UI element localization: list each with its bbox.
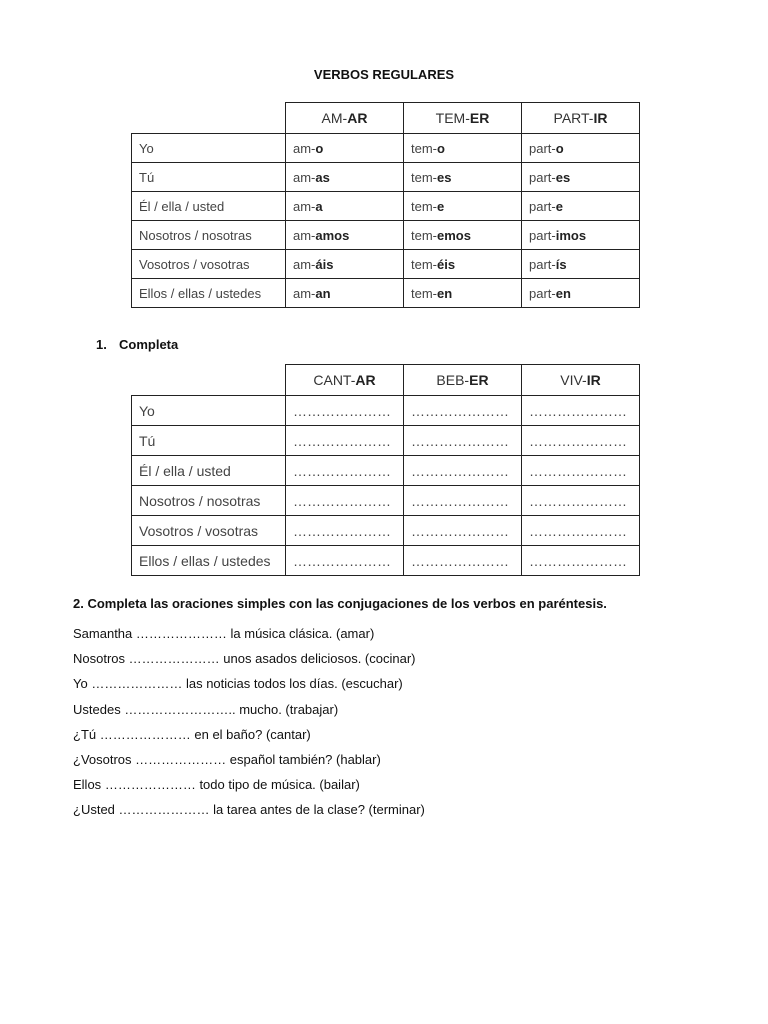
table-row — [132, 279, 640, 308]
blank-cell[interactable]: ………………… — [404, 426, 522, 456]
sentence-item: Samantha ………………… la música clásica. (amar) — [73, 626, 375, 641]
pronoun-cell: Nosotros / nosotras — [132, 221, 286, 250]
conjugation-cell: am-as — [286, 163, 404, 192]
pronoun-cell: Yo — [132, 134, 286, 163]
exercise-2-heading: 2. Completa las oraciones simples con las conjugaciones de los verbos en paréntesis. — [73, 596, 607, 611]
blank-line[interactable]: ………………… — [128, 651, 220, 667]
table-row — [132, 516, 640, 546]
table-row — [132, 163, 640, 192]
header-corner — [132, 365, 286, 396]
blank-cell[interactable]: ………………… — [404, 546, 522, 576]
page-title: VERBOS REGULARES — [313, 67, 455, 82]
pronoun-cell: Vosotros / vosotras — [132, 516, 286, 546]
blank-cell[interactable]: ………………… — [286, 516, 404, 546]
blank-cell[interactable]: ………………… — [286, 486, 404, 516]
pronoun-cell: Él / ella / usted — [132, 192, 286, 221]
blank-cell[interactable]: ………………… — [404, 516, 522, 546]
header-ar: AM-AR — [286, 103, 404, 134]
blank-line[interactable]: ………………… — [104, 777, 196, 793]
header-ar: CANT-AR — [286, 365, 404, 396]
table-row — [132, 221, 640, 250]
blank-line[interactable]: ………………… — [135, 751, 227, 767]
conjugation-cell: part-en — [522, 279, 640, 308]
table-row — [132, 456, 640, 486]
conjugation-cell: tem-o — [404, 134, 522, 163]
conjugation-cell: part-imos — [522, 221, 640, 250]
blank-cell[interactable]: ………………… — [522, 456, 640, 486]
conjugation-cell: tem-éis — [404, 250, 522, 279]
blank-cell[interactable]: ………………… — [522, 396, 640, 426]
blank-line[interactable]: ………………… — [91, 676, 183, 692]
conjugation-cell: am-amos — [286, 221, 404, 250]
conjugation-cell: am-áis — [286, 250, 404, 279]
blank-cell[interactable]: ………………… — [404, 396, 522, 426]
conjugation-cell: tem-es — [404, 163, 522, 192]
table-header-row — [132, 365, 640, 396]
sentence-item: Nosotros ………………… unos asados deliciosos. (cocinar) — [73, 651, 416, 667]
blank-cell[interactable]: ………………… — [522, 426, 640, 456]
header-corner — [132, 103, 286, 134]
table-header-row — [132, 103, 640, 134]
blank-cell[interactable]: ………………… — [286, 396, 404, 426]
table-row — [132, 546, 640, 576]
table-row — [132, 250, 640, 279]
table-row — [132, 396, 640, 426]
conjugation-cell: tem-emos — [404, 221, 522, 250]
conjugation-cell: tem-e — [404, 192, 522, 221]
sentence-item: Ellos ………………… todo tipo de música. (bailar) — [73, 777, 360, 793]
pronoun-cell: Ellos / ellas / ustedes — [132, 546, 286, 576]
blank-cell[interactable]: ………………… — [522, 486, 640, 516]
table-row — [132, 134, 640, 163]
pronoun-cell: Yo — [132, 396, 286, 426]
blank-cell[interactable]: ………………… — [404, 486, 522, 516]
header-er: TEM-ER — [404, 103, 522, 134]
conjugation-cell: part-o — [522, 134, 640, 163]
table-row — [132, 426, 640, 456]
pronoun-cell: Nosotros / nosotras — [132, 486, 286, 516]
table-row — [132, 486, 640, 516]
blank-cell[interactable]: ………………… — [286, 456, 404, 486]
blank-line[interactable]: ………………… — [99, 726, 191, 742]
sentence-item: Ustedes …………………….. mucho. (trabajar) — [73, 701, 339, 717]
blank-line[interactable]: ………………… — [118, 802, 210, 818]
blank-cell[interactable]: ………………… — [522, 516, 640, 546]
pronoun-cell: Ellos / ellas / ustedes — [132, 279, 286, 308]
sentence-list — [73, 626, 425, 828]
sentence-item: ¿Tú ………………… en el baño? (cantar) — [73, 726, 311, 742]
table-row — [132, 192, 640, 221]
conjugation-cell: tem-en — [404, 279, 522, 308]
sentence-item: ¿Vosotros ………………… español también? (hablar) — [73, 751, 381, 767]
header-ir: PART-IR — [522, 103, 640, 134]
pronoun-cell: Vosotros / vosotras — [132, 250, 286, 279]
pronoun-cell: Tú — [132, 163, 286, 192]
sentence-item: ¿Usted ………………… la tarea antes de la clase? (terminar) — [73, 802, 425, 818]
blank-cell[interactable]: ………………… — [522, 546, 640, 576]
blank-line[interactable]: …………………….. — [124, 701, 236, 717]
exercise-1-table — [131, 364, 640, 576]
pronoun-cell: Él / ella / usted — [132, 456, 286, 486]
regular-verbs-table — [131, 102, 640, 308]
pronoun-cell: Tú — [132, 426, 286, 456]
header-er: BEB-ER — [404, 365, 522, 396]
conjugation-cell: am-a — [286, 192, 404, 221]
conjugation-cell: am-an — [286, 279, 404, 308]
exercise-1-heading: 1. Completa — [96, 337, 179, 352]
conjugation-cell: part-es — [522, 163, 640, 192]
sentence-item: Yo ………………… las noticias todos los días. (escuchar) — [73, 676, 403, 692]
header-ir: VIV-IR — [522, 365, 640, 396]
blank-cell[interactable]: ………………… — [286, 426, 404, 456]
blank-cell[interactable]: ………………… — [286, 546, 404, 576]
conjugation-cell: part-ís — [522, 250, 640, 279]
blank-line[interactable]: ………………… — [135, 626, 227, 641]
conjugation-cell: am-o — [286, 134, 404, 163]
blank-cell[interactable]: ………………… — [404, 456, 522, 486]
conjugation-cell: part-e — [522, 192, 640, 221]
